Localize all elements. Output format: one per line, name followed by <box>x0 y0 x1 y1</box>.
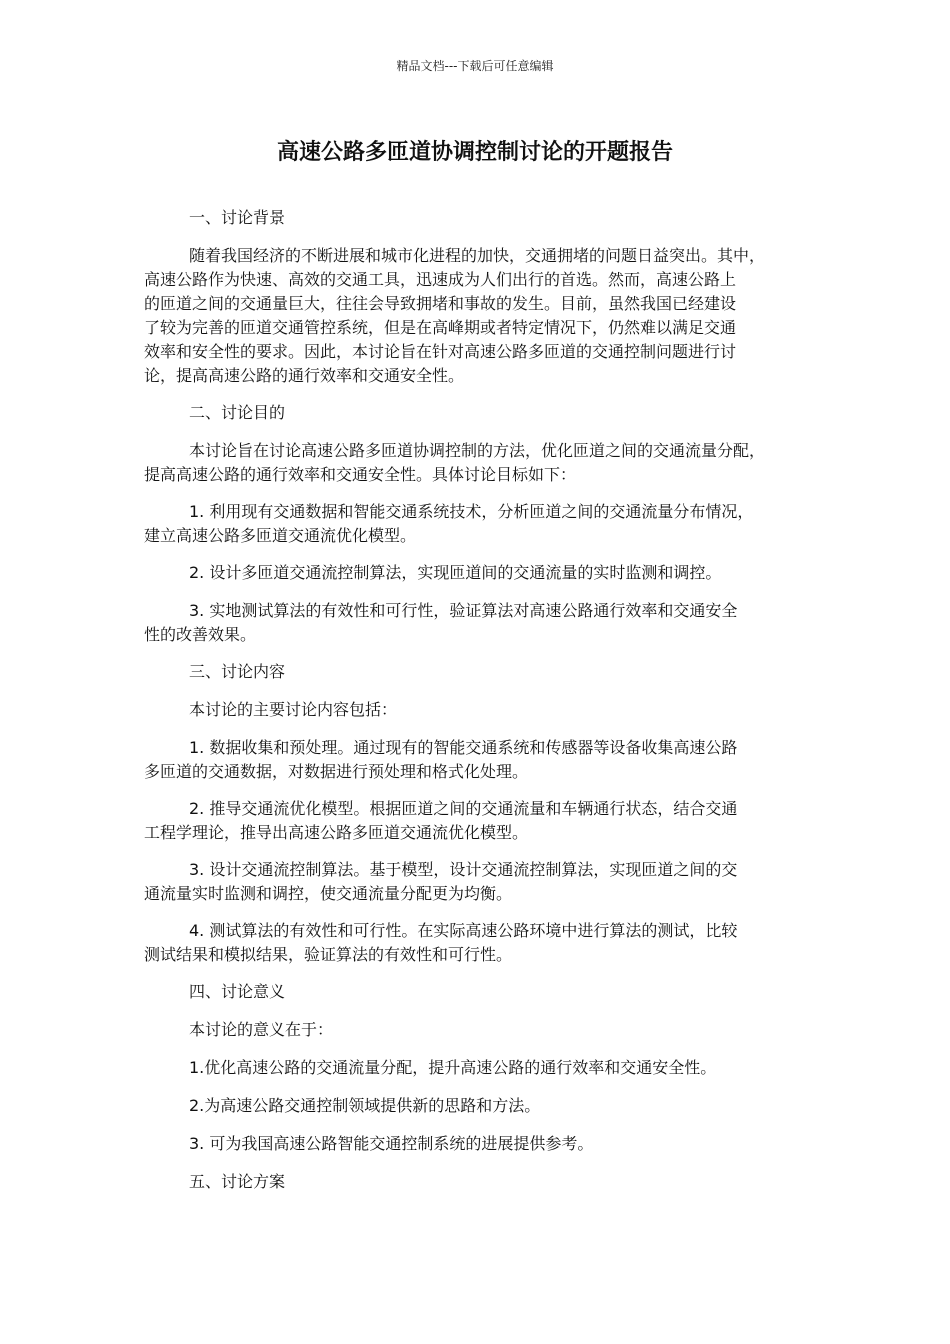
paragraph-line: 4. 测试算法的有效性和可行性。在实际高速公路环境中进行算法的测试，比较 <box>189 921 738 940</box>
paragraph-line: 多匝道的交通数据，对数据进行预处理和格式化处理。 <box>144 762 529 781</box>
list-item <box>144 736 806 784</box>
paragraph-line: 1. 利用现有交通数据和智能交通系统技术，分析匝道之间的交通流量分布情况， <box>189 502 754 521</box>
paragraph-line: 建立高速公路多匝道交通流优化模型。 <box>144 526 417 545</box>
list-item: 3. 可为我国高速公路智能交通控制系统的进展提供参考。 <box>189 1134 594 1153</box>
paragraph-line: 论，提高高速公路的通行效率和交通安全性。 <box>144 366 465 385</box>
paragraph-line: 了较为完善的匝道交通管控系统，但是在高峰期或者特定情况下，仍然难以满足交通 <box>144 318 737 337</box>
section-heading-background: 一、讨论背景 <box>189 208 286 227</box>
paragraph-background <box>144 244 806 388</box>
section-heading-significance: 四、讨论意义 <box>189 982 286 1001</box>
paragraph-purpose <box>144 439 806 487</box>
document-body <box>144 206 806 1208</box>
paragraph-line: 高速公路作为快速、高效的交通工具，迅速成为人们出行的首选。然而，高速公路上 <box>144 270 737 289</box>
paragraph-line: 本讨论旨在讨论高速公路多匝道协调控制的方法，优化匝道之间的交通流量分配， <box>189 441 766 460</box>
document-title: 高速公路多匝道协调控制讨论的开题报告 <box>276 140 673 165</box>
paragraph-line: 随着我国经济的不断进展和城市化进程的加快，交通拥堵的问题日益突出。其中， <box>189 246 766 265</box>
paragraph-line: 2. 推导交通流优化模型。根据匝道之间的交通流量和车辆通行状态，结合交通 <box>189 799 738 818</box>
paragraph-line: 3. 实地测试算法的有效性和可行性，验证算法对高速公路通行效率和交通安全 <box>189 601 738 620</box>
paragraph-line: 工程学理论，推导出高速公路多匝道交通流优化模型。 <box>144 823 529 842</box>
list-item: 2. 设计多匝道交通流控制算法，实现匝道间的交通流量的实时监测和调控。 <box>189 563 722 582</box>
list-item <box>144 858 806 906</box>
paragraph-line: 效率和安全性的要求。因此，本讨论旨在针对高速公路多匝道的交通控制问题进行讨 <box>144 342 737 361</box>
paragraph-line: 测试结果和模拟结果，验证算法的有效性和可行性。 <box>144 945 513 964</box>
page-header: 精品文档---下载后可任意编辑 <box>396 59 554 73</box>
list-item: 1.优化高速公路的交通流量分配，提升高速公路的通行效率和交通安全性。 <box>189 1058 717 1077</box>
paragraph-line: 3. 设计交通流控制算法。基于模型，设计交通流控制算法，实现匝道之间的交 <box>189 860 738 879</box>
list-item: 2.为高速公路交通控制领域提供新的思路和方法。 <box>189 1096 541 1115</box>
list-item <box>144 599 806 647</box>
section-heading-content: 三、讨论内容 <box>189 662 286 681</box>
paragraph-significance-intro: 本讨论的意义在于： <box>189 1020 334 1039</box>
paragraph-line: 性的改善效果。 <box>144 625 257 644</box>
list-item <box>144 797 806 845</box>
paragraph-line: 1. 数据收集和预处理。通过现有的智能交通系统和传感器等设备收集高速公路 <box>189 738 738 757</box>
paragraph-line: 提高高速公路的通行效率和交通安全性。具体讨论目标如下： <box>144 465 577 484</box>
list-item <box>144 500 806 548</box>
paragraph-line: 的匝道之间的交通量巨大，往往会导致拥堵和事故的发生。目前，虽然我国已经建设 <box>144 294 737 313</box>
section-heading-purpose: 二、讨论目的 <box>189 403 286 422</box>
paragraph-content-intro: 本讨论的主要讨论内容包括： <box>189 700 398 719</box>
paragraph-line: 通流量实时监测和调控，使交通流量分配更为均衡。 <box>144 884 513 903</box>
section-heading-plan: 五、讨论方案 <box>189 1172 286 1191</box>
list-item <box>144 919 806 967</box>
